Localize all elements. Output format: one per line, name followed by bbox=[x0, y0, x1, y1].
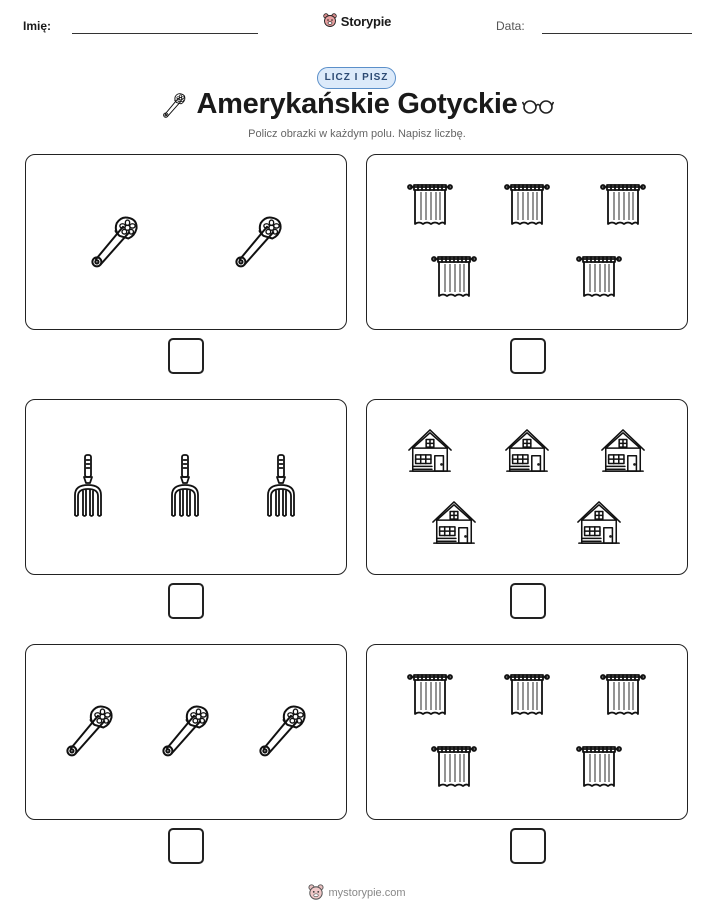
curtain-icon bbox=[431, 745, 477, 791]
house-icon bbox=[576, 499, 622, 547]
count-panel-3 bbox=[25, 399, 347, 575]
curtain-icon bbox=[576, 255, 622, 301]
safety-pin-icon bbox=[231, 213, 285, 273]
answer-box-4[interactable] bbox=[510, 583, 546, 619]
pitchfork-icon bbox=[168, 453, 202, 519]
footer-url[interactable]: mystorypie.com bbox=[328, 887, 406, 899]
curtain-icon bbox=[407, 183, 453, 229]
house-icon bbox=[407, 427, 453, 475]
count-panel-1 bbox=[25, 154, 347, 330]
curtain-icon bbox=[576, 745, 622, 791]
count-panel-2 bbox=[366, 154, 688, 330]
answer-box-3[interactable] bbox=[168, 583, 204, 619]
answer-box-2[interactable] bbox=[510, 338, 546, 374]
date-field[interactable] bbox=[542, 33, 692, 34]
brand-name: Storypie bbox=[340, 13, 392, 29]
safety-pin-icon bbox=[255, 702, 309, 762]
instruction-text: Policz obrazki w każdym polu. Napisz liczbę. bbox=[248, 128, 466, 140]
house-icon bbox=[431, 499, 477, 547]
activity-badge: LICZ I PISZ bbox=[317, 67, 396, 89]
count-panel-4 bbox=[366, 399, 688, 575]
answer-box-6[interactable] bbox=[510, 828, 546, 864]
curtain-icon bbox=[600, 673, 646, 719]
house-icon bbox=[600, 427, 646, 475]
curtain-icon bbox=[431, 255, 477, 301]
pitchfork-icon bbox=[264, 453, 298, 519]
curtain-icon bbox=[504, 673, 550, 719]
pitchfork-icon bbox=[71, 453, 105, 519]
curtain-icon bbox=[407, 673, 453, 719]
brand-logo bbox=[0, 13, 714, 29]
safety-pin-icon bbox=[158, 702, 212, 762]
house-icon bbox=[504, 427, 550, 475]
name-label: Imię: bbox=[23, 19, 52, 33]
curtain-icon bbox=[504, 183, 550, 229]
bear-icon bbox=[308, 884, 324, 902]
bear-icon bbox=[323, 13, 337, 29]
page-title: Amerykańskie Gotyckie bbox=[196, 88, 518, 120]
date-label: Data: bbox=[496, 19, 525, 33]
name-field[interactable] bbox=[72, 33, 258, 34]
answer-box-5[interactable] bbox=[168, 828, 204, 864]
count-panel-6 bbox=[366, 644, 688, 820]
count-panel-5 bbox=[25, 644, 347, 820]
safety-pin-icon bbox=[62, 702, 116, 762]
curtain-icon bbox=[600, 183, 646, 229]
footer bbox=[0, 884, 714, 902]
glasses-icon bbox=[522, 97, 554, 115]
answer-box-1[interactable] bbox=[168, 338, 204, 374]
safety-pin-icon bbox=[87, 213, 141, 273]
